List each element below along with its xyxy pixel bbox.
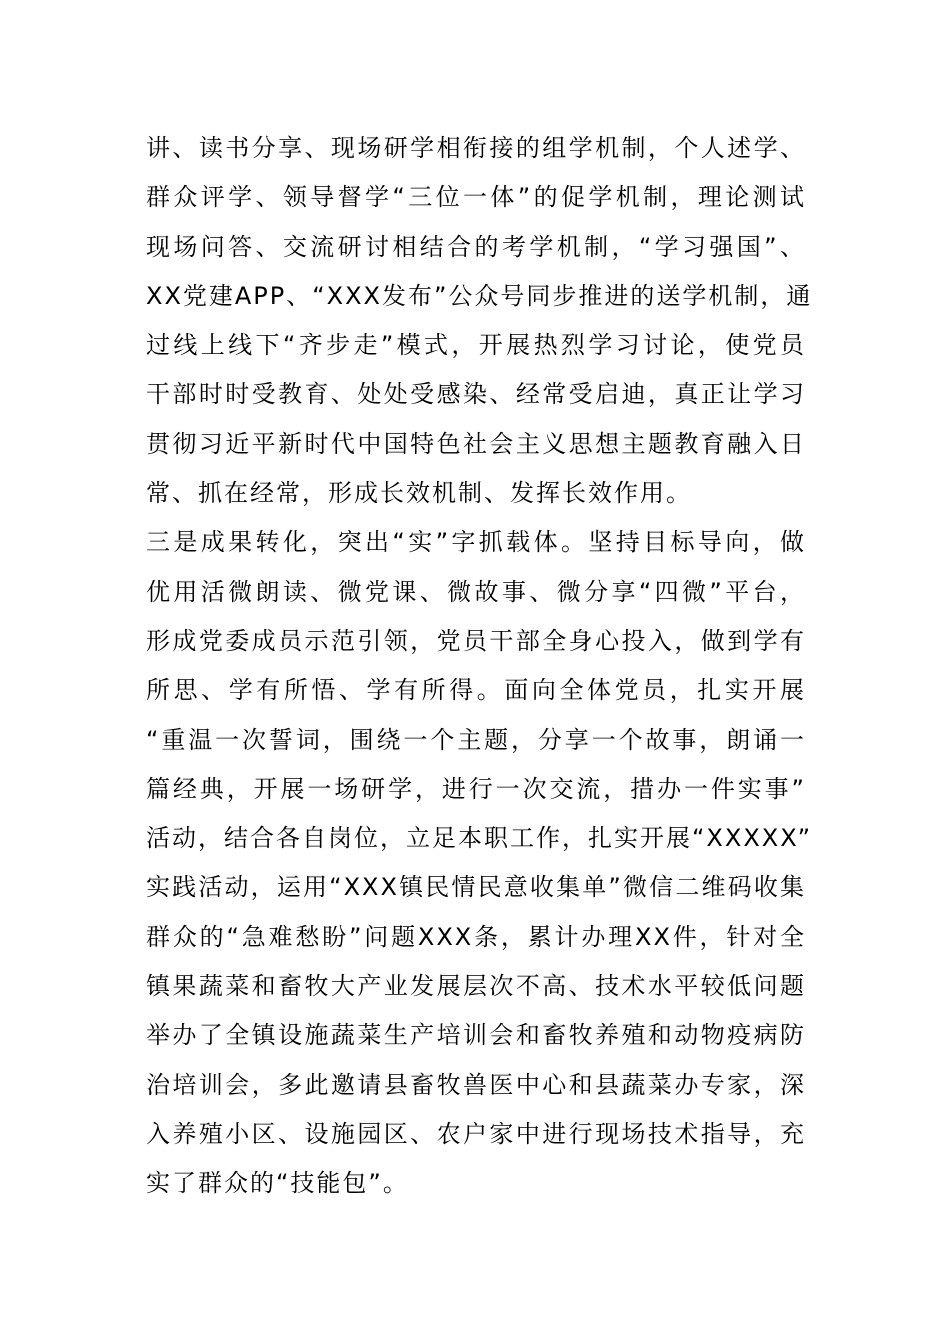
text-line: XX党建APP、“XXX发布”公众号同步推进的送学机制，通: [146, 281, 813, 310]
text-line: 讲、读书分享、现场研学相衔接的组学机制，个人述学、: [146, 134, 806, 162]
text-line: 群众的“急难愁盼”问题XXX条，累计办理XX件，针对全: [146, 922, 806, 951]
body-text: [146, 124, 813, 1209]
text-line: 治培训会，多此邀请县畜牧兽医中心和县蔬菜办专家，深: [146, 1070, 806, 1099]
text-line: 常、抓在经常，形成长效机制、发挥长效作用。: [146, 479, 692, 508]
text-line: 群众评学、领导督学“三位一体”的促学机制，理论测试: [146, 183, 806, 212]
text-line: 现场问答、交流研讨相结合的考学机制，“学习强国”、: [146, 232, 806, 261]
text-line: 镇果蔬菜和畜牧大产业发展层次不高、技术水平较低问题: [146, 972, 806, 1001]
text-line: 贯彻习近平新时代中国特色社会主义思想主题教育融入日: [146, 429, 806, 458]
text-line: 活动，结合各自岗位，立足本职工作，扎实开展“XXXXX”: [146, 824, 813, 853]
text-line: 过线上线下“齐步走”模式，开展热烈学习讨论，使党员: [146, 331, 806, 360]
text-line: “重温一次誓词，围绕一个主题，分享一个故事，朗诵一: [146, 725, 806, 754]
text-line: 实践活动，运用“XXX镇民情民意收集单”微信二维码收集: [146, 873, 806, 902]
text-line: 三是成果转化，突出“实”字抓载体。坚持目标导向，做: [146, 528, 806, 557]
text-line: 入养殖小区、设施园区、农户家中进行现场技术指导，充: [146, 1119, 806, 1148]
text-line: 优用活微朗读、微党课、微故事、微分享“四微”平台，: [146, 577, 806, 606]
text-line: 篇经典，开展一场研学，进行一次交流，措办一件实事”: [146, 774, 806, 803]
text-line: 实了群众的“技能包”。: [146, 1169, 409, 1198]
text-line: 举办了全镇设施蔬菜生产培训会和畜牧养殖和动物疫病防: [146, 1021, 806, 1050]
text-line: 干部时时受教育、处处受感染、经常受启迪，真正让学习: [146, 380, 806, 409]
text-line: 形成党委成员示范引领，党员干部全身心投入，做到学有: [146, 626, 806, 655]
text-line: 所思、学有所悟、学有所得。面向全体党员，扎实开展: [146, 676, 806, 705]
